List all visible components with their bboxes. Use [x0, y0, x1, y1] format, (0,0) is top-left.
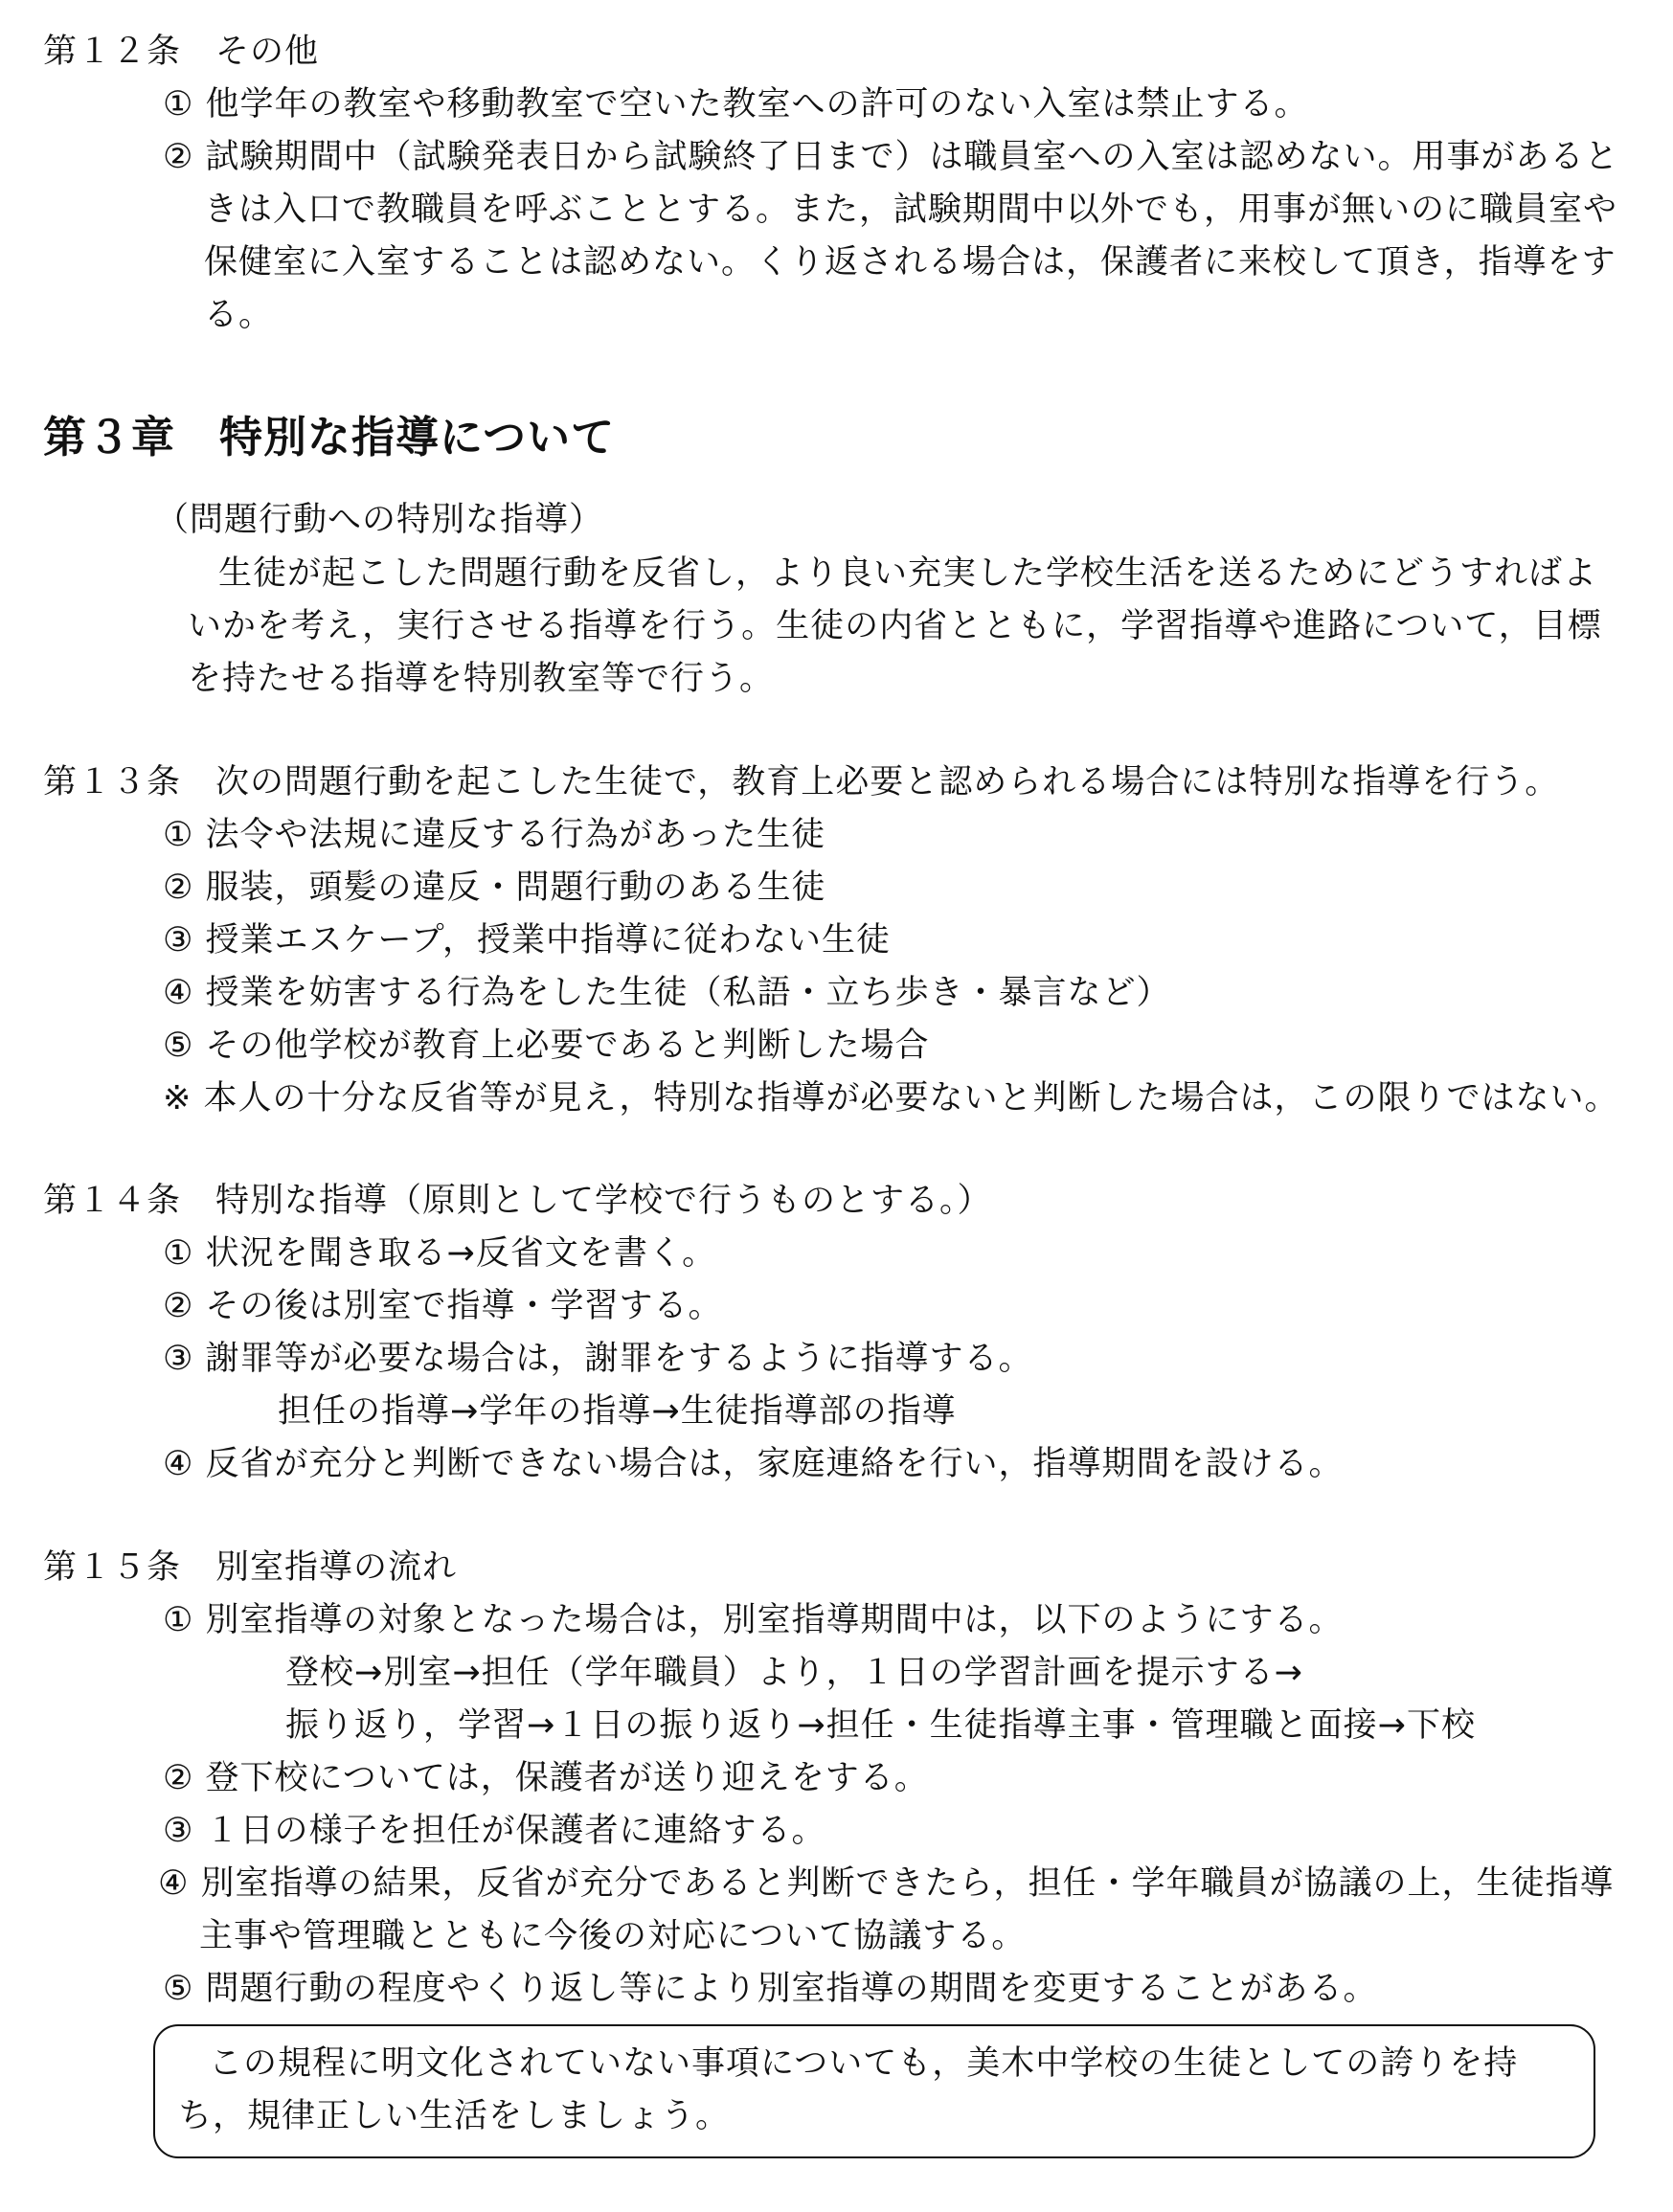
article-14-item-4: ④ 反省が充分と判断できない場合は，家庭連絡を行い，指導期間を設ける。 — [163, 1445, 1344, 1483]
article-15-item-3: ③ １日の様子を担任が保護者に連絡する。 — [163, 1812, 826, 1850]
chapter-3-intro-line-2: いかを考え，実行させる指導を行う。生徒の内省とともに，学習指導や進路について，目標 — [188, 607, 1602, 645]
chapter-3-intro-line-3: を持たせる指導を特別教室等で行う。 — [188, 660, 775, 698]
article-13-note: ※ 本人の十分な反省等が見え，特別な指導が必要ないと判断した場合は，この限りではない。 — [163, 1079, 1619, 1117]
chapter-3-subheading: （問題行動への特別な指導） — [155, 501, 604, 539]
article-15-item-1-flow-line-2: 振り返り，学習→１日の振り返り→担任・生徒指導主事・管理職と面接→下校 — [285, 1706, 1476, 1745]
chapter-3-title: 第３章 特別な指導について — [43, 412, 616, 463]
article-14-item-2: ② その後は別室で指導・学習する。 — [163, 1287, 723, 1325]
chapter-3-intro-line-1: 生徒が起こした問題行動を反省し，より良い充実した学校生活を送るためにどうすればよ — [218, 554, 1598, 593]
article-15-item-1: ① 別室指導の対象となった場合は，別室指導期間中は，以下のようにする。 — [163, 1601, 1344, 1639]
article-12-item-2-line-2: きは入口で教職員を呼ぶこととする。また，試験期間中以外でも，用事が無いのに職員室や — [204, 191, 1618, 229]
article-12-heading: 第１２条 その他 — [43, 33, 320, 71]
article-15-item-2: ② 登下校については，保護者が送り迎えをする。 — [163, 1759, 929, 1797]
article-15-item-4-line-1: ④ 別室指導の結果，反省が充分であると判断できたら，担任・学年職員が協議の上，生徒指導 — [158, 1864, 1615, 1903]
article-14-item-3-flow: 担任の指導→学年の指導→生徒指導部の指導 — [278, 1392, 957, 1431]
article-14-item-3: ③ 謝罪等が必要な場合は，謝罪をするように指導する。 — [163, 1340, 1033, 1378]
article-12-item-2-line-4: る。 — [204, 296, 274, 334]
notice-line-1: この規程に明文化されていない事項についても，美木中学校の生徒としての誇りを持 — [209, 2044, 1519, 2083]
article-12-item-2-line-3: 保健室に入室することは認めない。くり返される場合は，保護者に来校して頂き，指導をす — [204, 243, 1616, 282]
article-13-item-3: ③ 授業エスケープ，授業中指導に従わない生徒 — [163, 921, 891, 959]
article-14-item-1: ① 状況を聞き取る→反省文を書く。 — [163, 1234, 717, 1273]
article-13-item-5: ⑤ その他学校が教育上必要であると判断した場合 — [163, 1027, 930, 1065]
article-13-item-1: ① 法令や法規に違反する行為があった生徒 — [163, 816, 826, 854]
article-15-item-1-flow-line-1: 登校→別室→担任（学年職員）より，１日の学習計画を提示する→ — [285, 1654, 1303, 1692]
article-13-heading: 第１３条 次の問題行動を起こした生徒で，教育上必要と認められる場合には特別な指導を行う。 — [43, 763, 1560, 801]
article-15-heading: 第１５条 別室指導の流れ — [43, 1548, 458, 1587]
notice-line-2: ち，規律正しい生活をしましょう。 — [178, 2097, 731, 2135]
article-14-heading: 第１４条 特別な指導（原則として学校で行うものとする。） — [43, 1182, 992, 1220]
article-13-item-2: ② 服装，頭髪の違反・問題行動のある生徒 — [163, 869, 826, 907]
article-15-item-4-line-2: 主事や管理職とともに今後の対応について協議する。 — [199, 1917, 1027, 1955]
article-15-item-5: ⑤ 問題行動の程度やくり返し等により別室指導の期間を変更することがある。 — [163, 1970, 1378, 2008]
article-12-item-1: ① 他学年の教室や移動教室で空いた教室への許可のない入室は禁止する。 — [163, 85, 1309, 124]
article-12-item-2-line-1: ② 試験期間中（試験発表日から試験終了日まで）は職員室への入室は認めない。用事があると — [163, 138, 1619, 176]
article-13-item-4: ④ 授業を妨害する行為をした生徒（私語・立ち歩き・暴言など） — [163, 974, 1171, 1012]
